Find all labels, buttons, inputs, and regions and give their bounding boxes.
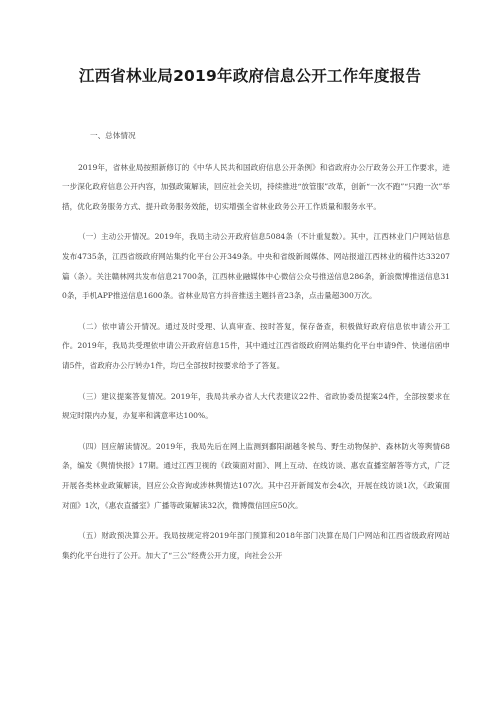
paragraph-request-disclosure: （二）依申请公开情况。通过及时受理、认真审查、按时答复，保存备查，积极做好政府信息依申请公开工作。2019年，我局共受理依申请公开政府信息15件，其中通过江西省级政府网站集约化平台申请9件、快递信函申请5件，省政府办公厅转办1件，均已全部按时按要求给予了答复。 [62,321,450,370]
paragraph-response-interpretation: （四）回应解读情况。2019年，我局先后在网上监测到鄱阳湖越冬候鸟、野生动物保护、森林防火等舆情68条，编发《舆情快报》17期。通过江西卫视的《政策面对面》、网上互动、在线访谈、惠农直播室解答等方式，广泛开展各类林业政策解读，回应公众咨询或涉林舆情达107次。其中召开新闻发布会4次，开展在线访谈1次，《政策面对面》1次，《惠农直播室》广播等政策解读32次，微博微信回应50次。 [62,441,450,510]
paragraph-budget-disclosure: （五）财政预决算公开。我局按规定将2019年部门预算和2018年部门决算在局门户网站和江西省级政府网站集约化平台进行了公开。加大了“三公”经费公开力度，向社会公开 [62,531,450,560]
document-title: 江西省林业局2019年政府信息公开工作年度报告 [78,67,422,85]
document-body [62,126,450,565]
paragraph-proposal-replies: （三）建议提案答复情况。2019年，我局共承办省人大代表建议22件、省政协委员提案24件，全部按要求在规定时限内办复，办复率和满意率达100%。 [62,391,450,421]
paragraph-overview: 2019年，省林业局按照新修订的《中华人民共和国政府信息公开条例》和省政府办公厅政务公开工作要求，进一步深化政府信息公开内容，加强政策解读，回应社会关切，持续推进“放管服”改革，创新“一次不跑”“只跑一次”举措，优化政务服务方式、提升政务服务效能，切实增强全省林业政务公开工作质量和服务水平。 [62,162,450,211]
paragraph-proactive-disclosure: （一）主动公开情况。2019年，我局主动公开政府信息5084条（不计重复数）。其中，江西林业门户网站信息发布4735条，江西省级政府网站集约化平台公开349条。中央和省级新闻媒体、网站报道江西林业的稿件达33207篇（条）。关注赣林网共发布信息21700条，江西林业融媒体中心微信公众号推送信息286条，新浪微博推送信息310条，手机APP推送信息1600条。省林业局官方抖音推送主题抖音23条，点击量超300万次。 [62,232,450,301]
section-heading: 一、总体情况 [90,131,136,140]
